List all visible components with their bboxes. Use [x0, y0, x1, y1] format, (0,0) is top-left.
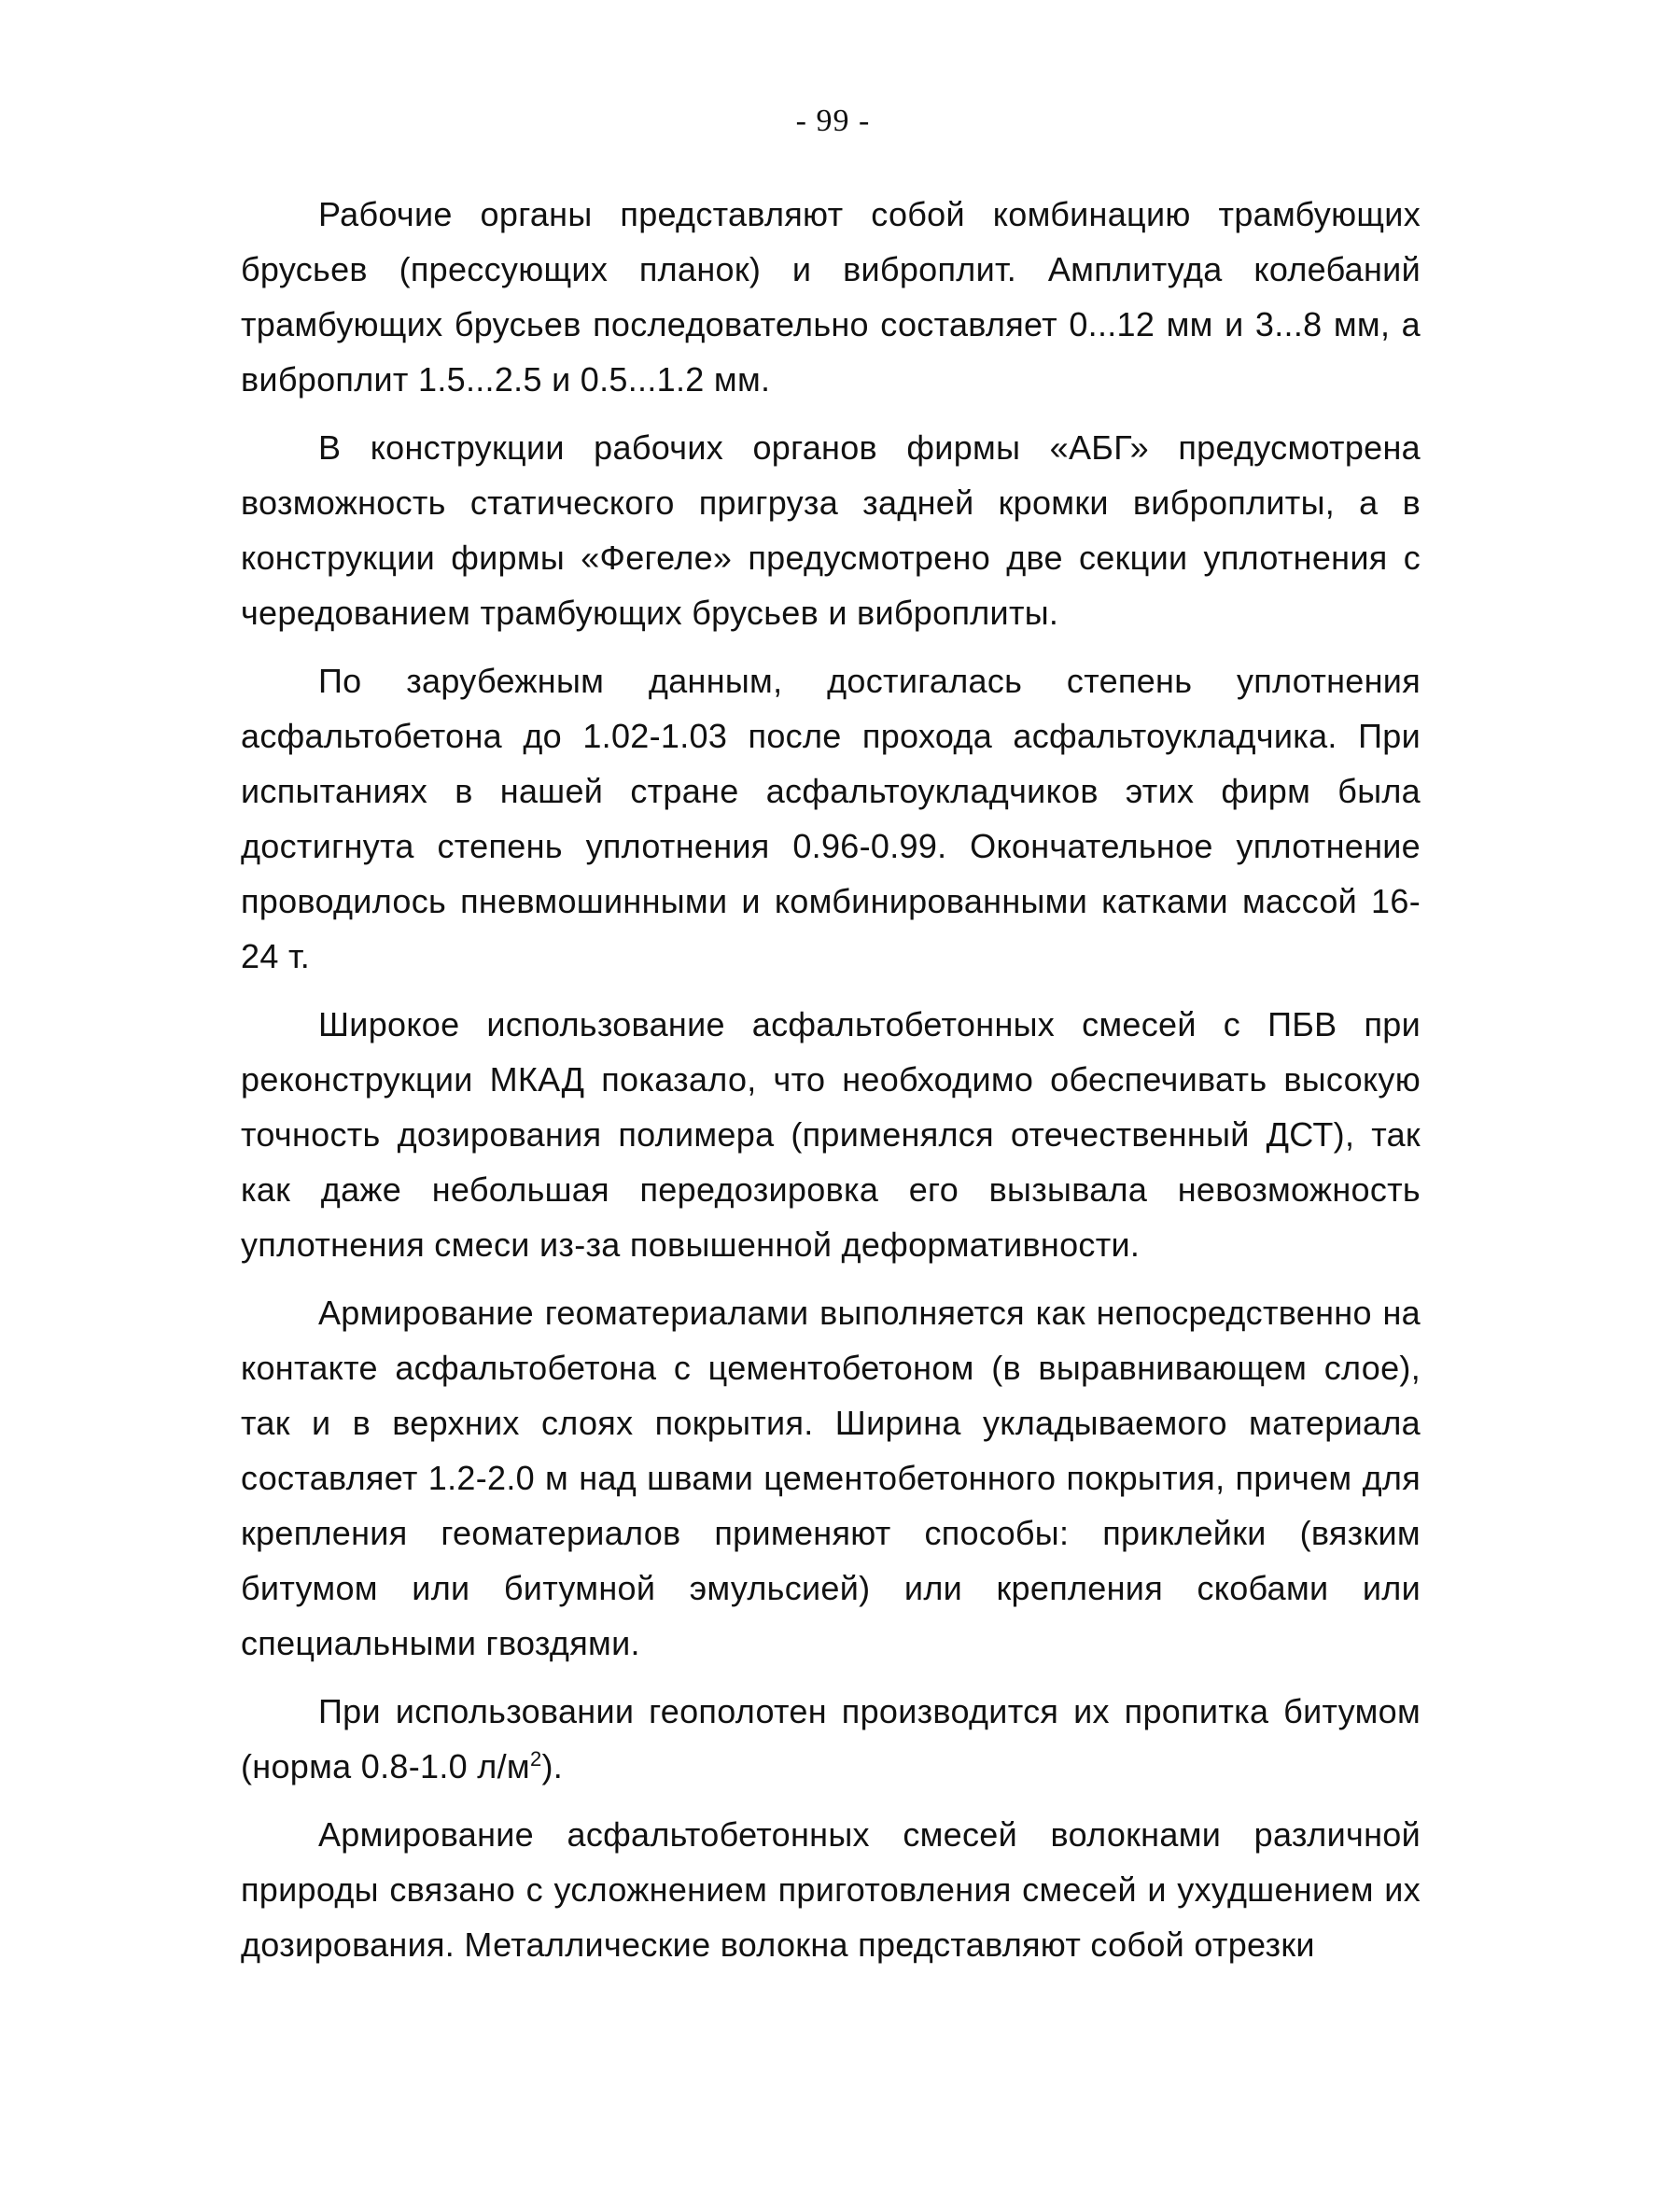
impregnation-text: При использовании геополотен производится их пропитка битумом (норма 0.8-1.0 л/м	[241, 1692, 1421, 1785]
page-number: - 99 -	[795, 104, 871, 138]
paragraph-fiber-reinforcement: Армирование асфальтобетонных смесей волокнами различной природы связано с усложнением приготовления смесей и ухудшением их дозирования. Металлические волокна представляют собой отрезки	[241, 1815, 1421, 1964]
paragraph-abg-construction: В конструкции рабочих органов фирмы «АБГ» предусмотрена возможность статического пригруза задней кромки виброплиты, а в конструкции фирмы «Фегеле» предусмотрено две секции уплотнения с чередованием трамбующих брусьев и виброплиты.	[241, 428, 1421, 632]
paragraph-foreign-data: По зарубежным данным, достигалась степень уплотнения асфальтобетона до 1.02-1.03 после прохода асфальтоукладчика. При испытаниях в нашей стране асфальтоукладчиков этих фирм была достигнута степень уплотнения 0.96-0.99. Окончательное уплотнение проводилось пневмошинными и комбинированными катками массой 16-24 т.	[241, 662, 1421, 975]
paragraph-mkad-reconstruction: Широкое использование асфальтобетонных смесей с ПБВ при реконструкции МКАД показало, что необходимо обеспечивать высокую точность дозирования полимера (применялся отечественный ДСТ), так как даже небольшая передозировка его вызывала невозможность уплотнения смеси из-за повышенной деформативности.	[241, 1005, 1421, 1264]
body-text	[241, 187, 1421, 1985]
paragraph-impregnation	[241, 1684, 1421, 1794]
paragraph-geomaterials: Армирование геоматериалами выполняется как непосредственно на контакте асфальтобетона с цементобетоном (в выравнивающем слое), так и в верхних слоях покрытия. Ширина укладываемого материала составляет 1.2-2.0 м над швами цементобетонного покрытия, причем для крепления геоматериалов применяют способы: приклейки (вязким битумом или битумной эмульсией) или крепления скобами или специальными гвоздями.	[241, 1294, 1421, 1662]
impregnation-text-end: ).	[541, 1747, 564, 1785]
superscript-squared: 2	[529, 1747, 542, 1771]
paragraph-working-bodies: Рабочие органы представляют собой комбинацию трамбующих брусьев (прессующих планок) и виброплит. Амплитуда колебаний трамбующих брусьев последовательно составляет 0...12 мм и 3...8 мм, а виброплит 1.5...2.5 и 0.5...1.2 мм.	[241, 195, 1421, 399]
